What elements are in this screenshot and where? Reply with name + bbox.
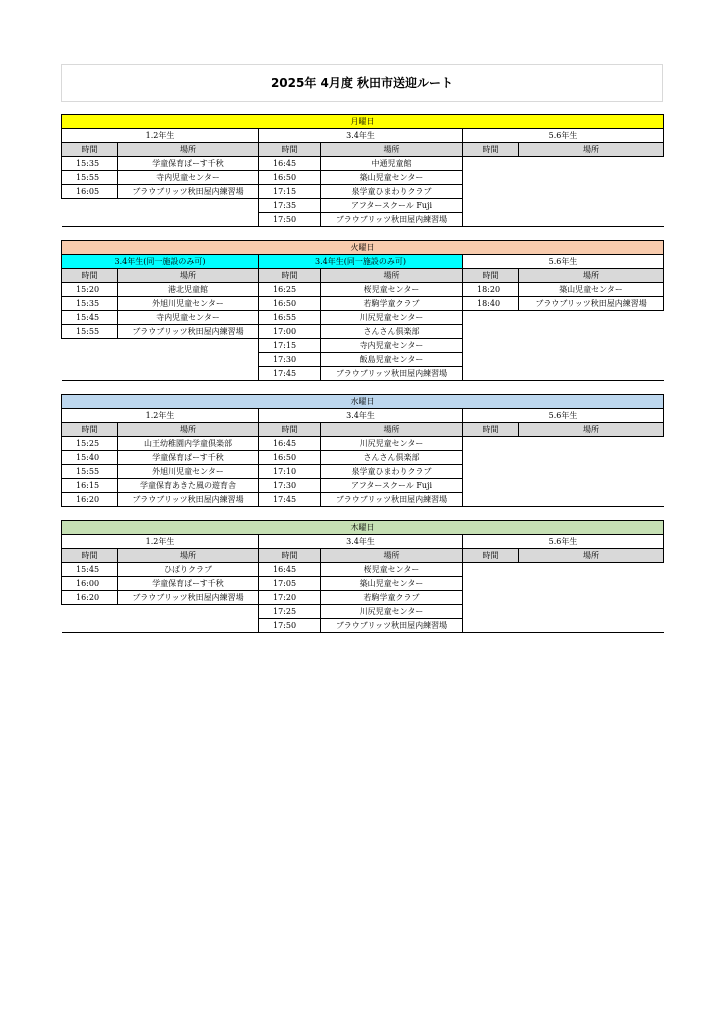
place-cell: [519, 437, 664, 451]
table-row: [62, 199, 664, 213]
place-cell: [118, 213, 259, 227]
place-cell: 桜児童センター: [321, 563, 463, 577]
time-cell: 16:55: [259, 311, 321, 325]
place-cell: 築山児童センター: [519, 283, 664, 297]
grade-group-header: 3.4年生: [259, 535, 463, 549]
time-cell: [463, 493, 519, 507]
time-cell: [62, 213, 118, 227]
place-cell: アフタースクール Fuji: [321, 199, 463, 213]
time-cell: 17:10: [259, 465, 321, 479]
table-row: [62, 213, 664, 227]
time-cell: 18:20: [463, 283, 519, 297]
table-row: [62, 437, 664, 451]
time-cell: [463, 157, 519, 171]
day-sections: [61, 114, 663, 646]
time-cell: [463, 465, 519, 479]
time-cell: [463, 353, 519, 367]
time-cell: 16:25: [259, 283, 321, 297]
table-row: [62, 619, 664, 633]
time-cell: [463, 185, 519, 199]
time-cell: 15:55: [62, 325, 118, 339]
place-cell: [519, 493, 664, 507]
place-cell: 若駒学童クラブ: [321, 591, 463, 605]
column-header-place: 場所: [118, 549, 259, 563]
schedule-sheet: [61, 64, 663, 646]
place-cell: さんさん倶楽部: [321, 325, 463, 339]
time-cell: 17:35: [259, 199, 321, 213]
place-cell: さんさん倶楽部: [321, 451, 463, 465]
place-cell: 川尻児童センター: [321, 311, 463, 325]
grade-group-header: 5.6年生: [463, 535, 664, 549]
table-row: [62, 577, 664, 591]
time-cell: [62, 367, 118, 381]
time-cell: 15:55: [62, 171, 118, 185]
time-cell: [463, 563, 519, 577]
time-cell: 15:25: [62, 437, 118, 451]
day-table: [61, 240, 664, 382]
table-row: [62, 157, 664, 171]
place-cell: [519, 185, 664, 199]
grade-group-header: 3.4年生: [259, 129, 463, 143]
grade-group-header: 1.2年生: [62, 129, 259, 143]
time-cell: 15:45: [62, 311, 118, 325]
place-cell: [519, 213, 664, 227]
place-cell: 学童保育ぱーす千秋: [118, 577, 259, 591]
column-header-place: 場所: [519, 423, 664, 437]
place-cell: 桜児童センター: [321, 283, 463, 297]
place-cell: ブラウブリッツ秋田屋内練習場: [321, 493, 463, 507]
table-row: [62, 353, 664, 367]
place-cell: [519, 591, 664, 605]
place-cell: 寺内児童センター: [118, 311, 259, 325]
day-header: 火曜日: [62, 241, 664, 255]
table-row: [62, 297, 664, 311]
place-cell: 若駒学童クラブ: [321, 297, 463, 311]
time-cell: [463, 437, 519, 451]
time-cell: 17:25: [259, 605, 321, 619]
place-cell: [519, 479, 664, 493]
time-cell: 17:45: [259, 493, 321, 507]
grade-group-header: 3.4年生: [259, 409, 463, 423]
time-cell: [463, 479, 519, 493]
time-cell: 16:45: [259, 157, 321, 171]
place-cell: [519, 605, 664, 619]
place-cell: [118, 199, 259, 213]
time-cell: 15:35: [62, 297, 118, 311]
place-cell: ブラウブリッツ秋田屋内練習場: [321, 213, 463, 227]
grade-group-header: 3.4年生(同一施設のみ可): [62, 255, 259, 269]
place-cell: 築山児童センター: [321, 171, 463, 185]
time-cell: [62, 199, 118, 213]
time-cell: 17:45: [259, 367, 321, 381]
table-row: [62, 493, 664, 507]
place-cell: [519, 157, 664, 171]
time-cell: 15:20: [62, 283, 118, 297]
place-cell: 泉学童ひまわりクラブ: [321, 185, 463, 199]
place-cell: 学童保育ぱーす千秋: [118, 157, 259, 171]
place-cell: 川尻児童センター: [321, 437, 463, 451]
column-header-time: 時間: [62, 423, 118, 437]
column-header-time: 時間: [463, 143, 519, 157]
table-row: [62, 339, 664, 353]
place-cell: ひばりクラブ: [118, 563, 259, 577]
time-cell: [463, 605, 519, 619]
day-header: 月曜日: [62, 115, 664, 129]
column-header-time: 時間: [259, 549, 321, 563]
time-cell: [62, 339, 118, 353]
place-cell: 外旭川児童センター: [118, 465, 259, 479]
day-header: 木曜日: [62, 521, 664, 535]
place-cell: [519, 563, 664, 577]
time-cell: 17:15: [259, 185, 321, 199]
place-cell: [519, 577, 664, 591]
time-cell: [463, 451, 519, 465]
time-cell: 17:00: [259, 325, 321, 339]
time-cell: [463, 619, 519, 633]
time-cell: 16:00: [62, 577, 118, 591]
place-cell: [519, 199, 664, 213]
table-row: [62, 563, 664, 577]
time-cell: [62, 619, 118, 633]
column-header-time: 時間: [259, 269, 321, 283]
place-cell: 外旭川児童センター: [118, 297, 259, 311]
place-cell: 港北児童館: [118, 283, 259, 297]
column-header-place: 場所: [321, 143, 463, 157]
grade-group-header: 3.4年生(同一施設のみ可): [259, 255, 463, 269]
time-cell: [62, 605, 118, 619]
time-cell: 18:40: [463, 297, 519, 311]
time-cell: [463, 339, 519, 353]
place-cell: 泉学童ひまわりクラブ: [321, 465, 463, 479]
time-cell: 16:20: [62, 493, 118, 507]
place-cell: 学童保育あきた風の遊育舎: [118, 479, 259, 493]
time-cell: 16:20: [62, 591, 118, 605]
place-cell: ブラウブリッツ秋田屋内練習場: [118, 591, 259, 605]
place-cell: [519, 367, 664, 381]
place-cell: [519, 465, 664, 479]
column-header-place: 場所: [321, 269, 463, 283]
time-cell: 16:45: [259, 563, 321, 577]
place-cell: ブラウブリッツ秋田屋内練習場: [321, 367, 463, 381]
time-cell: 16:45: [259, 437, 321, 451]
place-cell: ブラウブリッツ秋田屋内練習場: [118, 325, 259, 339]
time-cell: 16:50: [259, 451, 321, 465]
table-row: [62, 185, 664, 199]
time-cell: [463, 367, 519, 381]
time-cell: 17:30: [259, 353, 321, 367]
place-cell: [118, 339, 259, 353]
time-cell: [463, 325, 519, 339]
table-row: [62, 325, 664, 339]
place-cell: 川尻児童センター: [321, 605, 463, 619]
time-cell: 15:55: [62, 465, 118, 479]
column-header-place: 場所: [118, 269, 259, 283]
time-cell: 17:50: [259, 213, 321, 227]
time-cell: 17:15: [259, 339, 321, 353]
grade-group-header: 1.2年生: [62, 535, 259, 549]
column-header-time: 時間: [463, 423, 519, 437]
place-cell: 学童保育ぱーす千秋: [118, 451, 259, 465]
day-table: [61, 394, 664, 508]
column-header-place: 場所: [519, 549, 664, 563]
time-cell: [463, 199, 519, 213]
table-row: [62, 311, 664, 325]
place-cell: [118, 367, 259, 381]
table-row: [62, 591, 664, 605]
place-cell: 築山児童センター: [321, 577, 463, 591]
day-header: 水曜日: [62, 395, 664, 409]
time-cell: 17:20: [259, 591, 321, 605]
grade-group-header: 5.6年生: [463, 255, 664, 269]
table-row: [62, 479, 664, 493]
column-header-place: 場所: [519, 143, 664, 157]
time-cell: 17:05: [259, 577, 321, 591]
column-header-time: 時間: [62, 549, 118, 563]
column-header-time: 時間: [62, 143, 118, 157]
place-cell: ブラウブリッツ秋田屋内練習場: [118, 185, 259, 199]
place-cell: 飯島児童センター: [321, 353, 463, 367]
time-cell: 16:50: [259, 297, 321, 311]
grade-group-header: 1.2年生: [62, 409, 259, 423]
table-row: [62, 451, 664, 465]
column-header-time: 時間: [463, 549, 519, 563]
time-cell: 16:15: [62, 479, 118, 493]
place-cell: 山王幼稚園内学童倶楽部: [118, 437, 259, 451]
place-cell: [519, 311, 664, 325]
column-header-place: 場所: [519, 269, 664, 283]
time-cell: [463, 311, 519, 325]
place-cell: ブラウブリッツ秋田屋内練習場: [519, 297, 664, 311]
time-cell: [463, 171, 519, 185]
day-table: [61, 520, 664, 634]
place-cell: [519, 619, 664, 633]
place-cell: 寺内児童センター: [321, 339, 463, 353]
time-cell: [463, 577, 519, 591]
place-cell: [519, 339, 664, 353]
place-cell: アフタースクール Fuji: [321, 479, 463, 493]
column-header-place: 場所: [321, 423, 463, 437]
table-row: [62, 465, 664, 479]
column-header-place: 場所: [118, 423, 259, 437]
time-cell: 15:40: [62, 451, 118, 465]
place-cell: ブラウブリッツ秋田屋内練習場: [321, 619, 463, 633]
place-cell: [118, 605, 259, 619]
table-row: [62, 283, 664, 297]
column-header-time: 時間: [259, 423, 321, 437]
day-table: [61, 114, 664, 228]
page-title: 2025年 4月度 秋田市送迎ルート: [61, 64, 663, 102]
place-cell: ブラウブリッツ秋田屋内練習場: [118, 493, 259, 507]
column-header-time: 時間: [463, 269, 519, 283]
table-row: [62, 605, 664, 619]
time-cell: 16:50: [259, 171, 321, 185]
place-cell: 寺内児童センター: [118, 171, 259, 185]
time-cell: 15:35: [62, 157, 118, 171]
place-cell: [118, 353, 259, 367]
time-cell: [463, 213, 519, 227]
time-cell: 16:05: [62, 185, 118, 199]
place-cell: [519, 353, 664, 367]
table-row: [62, 171, 664, 185]
column-header-place: 場所: [118, 143, 259, 157]
place-cell: [519, 451, 664, 465]
time-cell: 17:30: [259, 479, 321, 493]
grade-group-header: 5.6年生: [463, 129, 664, 143]
time-cell: [62, 353, 118, 367]
place-cell: [118, 619, 259, 633]
table-row: [62, 367, 664, 381]
place-cell: [519, 325, 664, 339]
time-cell: 17:50: [259, 619, 321, 633]
column-header-place: 場所: [321, 549, 463, 563]
place-cell: 中通児童館: [321, 157, 463, 171]
time-cell: 15:45: [62, 563, 118, 577]
column-header-time: 時間: [259, 143, 321, 157]
column-header-time: 時間: [62, 269, 118, 283]
grade-group-header: 5.6年生: [463, 409, 664, 423]
place-cell: [519, 171, 664, 185]
time-cell: [463, 591, 519, 605]
